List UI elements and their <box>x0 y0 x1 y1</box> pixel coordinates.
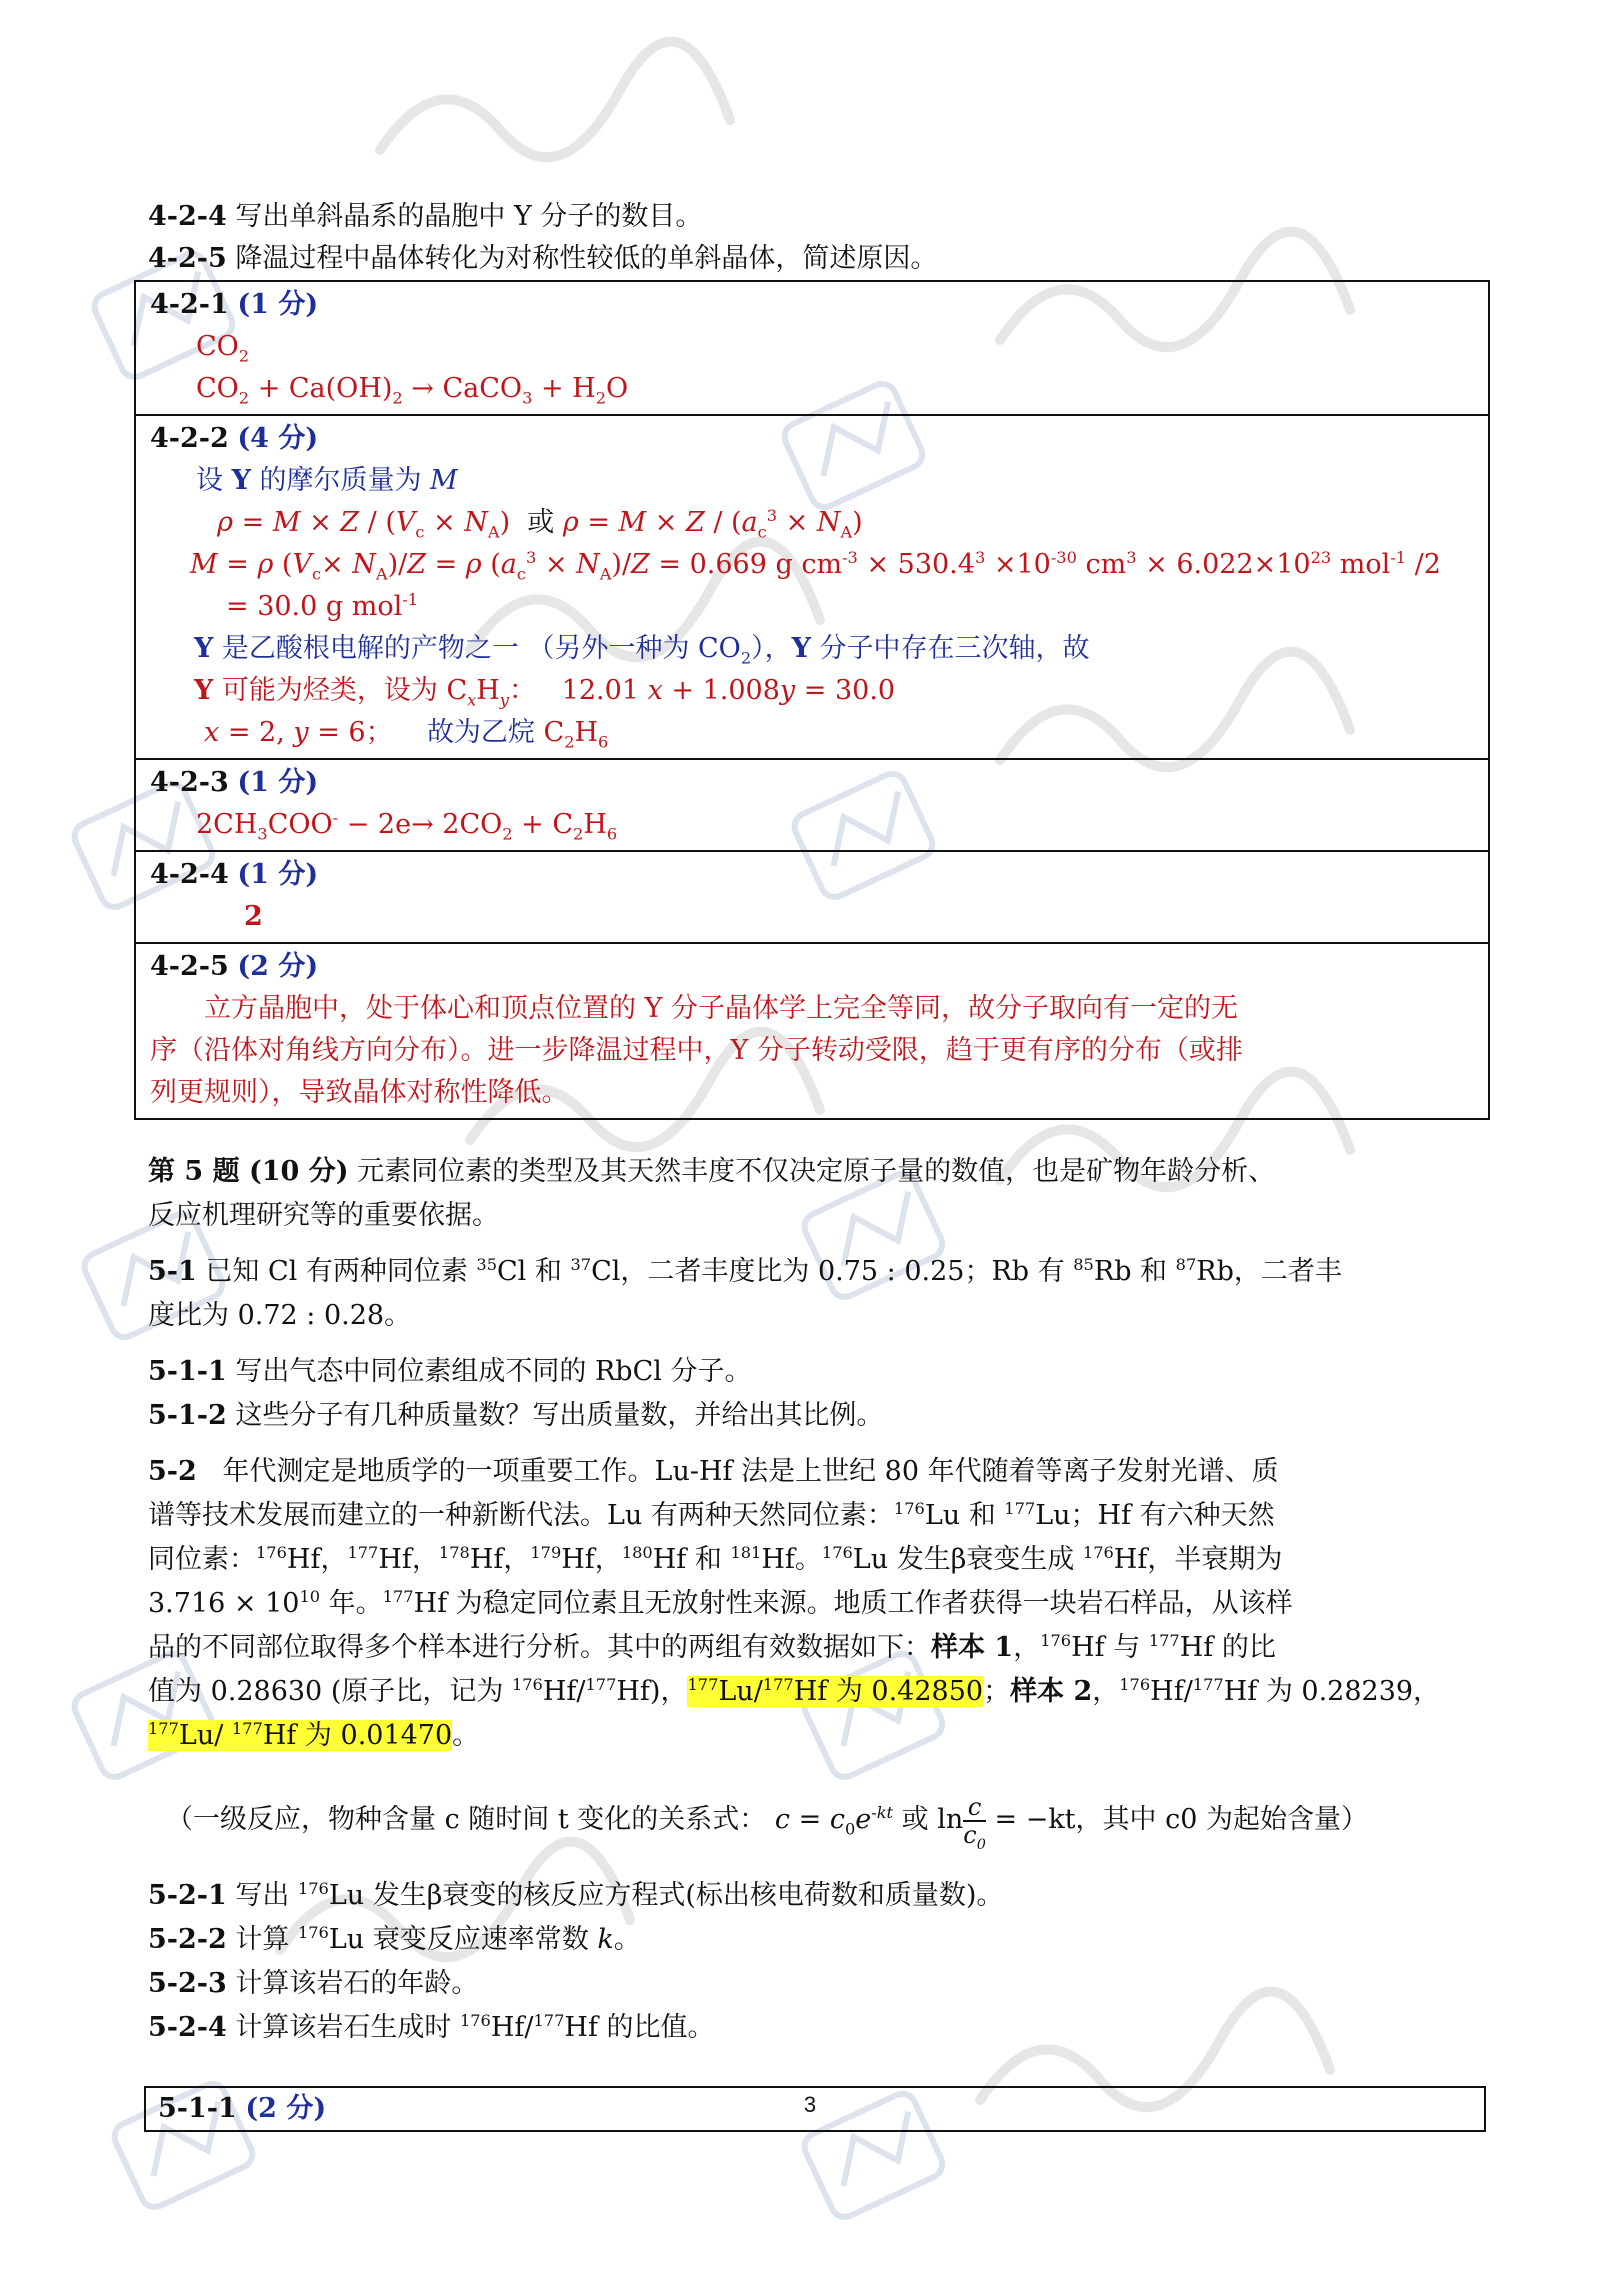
answer-line: Y 是乙酸根电解的产物之一 （另外一种为 $CO_2$），Y 分子中存在三次轴，故 <box>194 633 1090 668</box>
answer-4-2-4: 4-2-4 (1 分) 2 <box>136 850 1488 942</box>
answer-4-2-3: 4-2-3 (1 分) $2CH_3COO^- - 2e\to 2CO_2 + C_2H_6$ <box>136 758 1488 850</box>
fraction: $\frac{c}{c_0}$ <box>963 1792 986 1853</box>
answer-line: 列更规则），导致晶体对称性降低。 <box>150 1077 569 1108</box>
answer-4-2-1: 4-2-1 (1 分) $CO_2$ $CO_2 + Ca(OH)_2$ → CaCO$_3$ + $H_2O$ <box>136 282 1488 414</box>
answer-line: $CO_2$ <box>196 331 250 366</box>
question-5: 第 5 题 (10 分) 元素同位素的类型及其天然丰度不仅决定原子量的数值，也是矿物年龄分析、 反应机理研究等的重要依据。 <box>148 1156 1276 1231</box>
answer-line: $2CH_3COO^- - 2e\to 2CO_2 + C_2H_6$ <box>196 808 618 844</box>
answer-line: Y 可能为烃类，设为 $C_xH_y$： 12.01 x + 1.008y = 30.0 <box>194 675 896 710</box>
calligraphy-watermark <box>380 42 730 158</box>
question-5-2-subparts <box>148 1874 1478 2050</box>
answer-line: 序（沿体对角线方向分布）。进一步降温过程中，Y 分子转动受限，趋于更有序的分布（或排 <box>150 1035 1243 1066</box>
page-content <box>148 196 1478 2132</box>
question-5-1: 5-1 已知 Cl 有两种同位素 $^{35}$Cl 和 $^{37}$Cl，二者丰度比为 0.75 : 0.25；Rb 有 $^{85}$Rb 和 $^{87}$Rb，二者丰 度比为 0.72 : 0.28。 <box>148 1255 1342 1331</box>
question-5-2-1: 5-2-1 写出 $^{176}$Lu 发生β衰变的核反应方程式(标出核电荷数和质量数)。 <box>148 1879 1004 1911</box>
answer-line: x = 2, y = 6； 故为乙烷 $C_2H_6$ <box>204 717 609 752</box>
answer-line: 设 Y 的摩尔质量为 M <box>196 465 458 496</box>
question-4-2-5: 4-2-5 降温过程中晶体转化为对称性较低的单斜晶体，简述原因。 <box>148 243 938 274</box>
answer-line: = 30.0 g mol$^{-1}$ <box>226 590 419 622</box>
answer-4-2-5: 4-2-5 (2 分) 立方晶胞中，处于体心和顶点位置的 Y 分子晶体学上完全等同，故分子取向有一定的无 序（沿体对角线方向分布）。进一步降温过程中，Y 分子转动受限，趋于更有序的分布（或排 列更规则），导致晶体对称性降低。 <box>136 942 1488 1118</box>
question-5-2-3: 5-2-3 计算该岩石的年龄。 <box>148 1968 479 1999</box>
answer-4-2-2: 4-2-2 (4 分) 设 Y 的摩尔质量为 M $\rho = M \times Z / (V_c \times N_A)$ 或 $\rho = M \times Z / (a_c^3 \times N_A)$ M = ρ $(V_c\times N_A)/Z = \rho$ $(a_c^3 \times N_A)/Z = 0.669$ g $cm^{-3} \times 530.4^3 \times 10^{-30}$ $cm^3 \times 6.022\times 10^{23}$ mol$^{-1}$ /2 = 30.0 g mol$^{-1}$ Y 是乙酸根电解的产物之一 （另外一种为 $CO_2$），Y 分子中存在三次轴，故 Y 可能为烃类，设为 $C_xH_y$： 12.01 x + 1.008y = 30.0 x = 2, y = 6； 故为乙烷 $C_2H_6$ <box>136 414 1488 758</box>
answer-line: 立方晶胞中，处于体心和顶点位置的 Y 分子晶体学上完全等同，故分子取向有一定的无 <box>204 993 1238 1024</box>
question-5-2: 5-2 年代测定是地质学的一项重要工作。Lu-Hf 法是上世纪 80 年代随着等离子发射光谱、质 谱等技术发展而建立的一种新断代法。Lu 有两种天然同位素：$^{176}$Lu 和 $^{177}$Lu；Hf 有六种天然 同位素：$^{176}$Hf，$^{177}$Hf，$^{178}$Hf，$^{179}$Hf，$^{180}$Hf 和 $^{181}$Hf。$^{176}$Lu 发生β衰变生成 $^{176}$Hf，半衰期为 $3.716 \times 10^{10}$ 年。$^{177}$Hf 为稳定同位素且无放射性来源。地质工作者获得一块岩石样品，从该样 品的不同部位取得多个样本进行分析。其中的两组有效数据如下：样本 1，$^{176}$Hf 与 $^{177}$Hf 的比 值为 0.28630 (原子比，记为 $^{176}$Hf/$^{177}$Hf)，$^{177}$Lu/$^{177}$Hf 为 0.42850；样本 2，$^{176}$Hf/$^{177}$Hf 为 0.28239， $^{177}$Lu/ $^{177}$Hf 为 0.01470。 <box>148 1456 1441 1751</box>
answer-line: 2 <box>244 901 263 932</box>
answer-5-1-1-box: 5-1-1 (2 分) <box>144 2086 1486 2132</box>
answer-line: M = ρ $(V_c\times N_A)/Z = \rho$ $(a_c^3 \times N_A)/Z = 0.669$ g $cm^{-3} \times 530.4^3 \times 10^{-30}$ $cm^3 \times 6.022\times 10^{23}$ mol$^{-1}$ /2 <box>190 548 1441 584</box>
question-5-1-1: 5-1-1 写出气态中同位素组成不同的 RbCl 分子。 5-1-2 这些分子有几种质量数？写出质量数，并给出其比例。 <box>148 1350 1478 1438</box>
question-4-2-4: 4-2-4 写出单斜晶系的晶胞中 Y 分子的数目。 <box>148 201 703 232</box>
question-5-1-2: 5-1-2 这些分子有几种质量数？写出质量数，并给出其比例。 <box>148 1400 884 1431</box>
answer-line: $\rho = M \times Z / (V_c \times N_A)$ 或 $\rho = M \times Z / (a_c^3 \times N_A)$ <box>217 506 863 542</box>
page-number: 3 <box>803 2092 817 2117</box>
answer-table <box>134 280 1490 1120</box>
question-5-2-4: 5-2-4 计算该岩石生成时 $^{176}$Hf/$^{177}$Hf 的比值。 <box>148 2011 715 2043</box>
kinetics-note: （一级反应，物种含量 c 随时间 t 变化的关系式： $c = c_0e^{-kt}$ 或 ln $\frac{c}{c_0}$ = −kt，其中 c0 为起始含量） <box>166 1792 1368 1853</box>
question-5-2-2: 5-2-2 计算 $^{176}$Lu 衰变反应速率常数 k。 <box>148 1923 641 1955</box>
answer-line: $CO_2 + Ca(OH)_2$ → CaCO$_3$ + $H_2O$ <box>196 373 629 408</box>
highlighted-value: $^{177}$Lu/$^{177}$Hf 为 0.42850 <box>687 1675 984 1707</box>
highlighted-value: $^{177}$Lu/ $^{177}$Hf 为 0.01470 <box>148 1719 453 1751</box>
